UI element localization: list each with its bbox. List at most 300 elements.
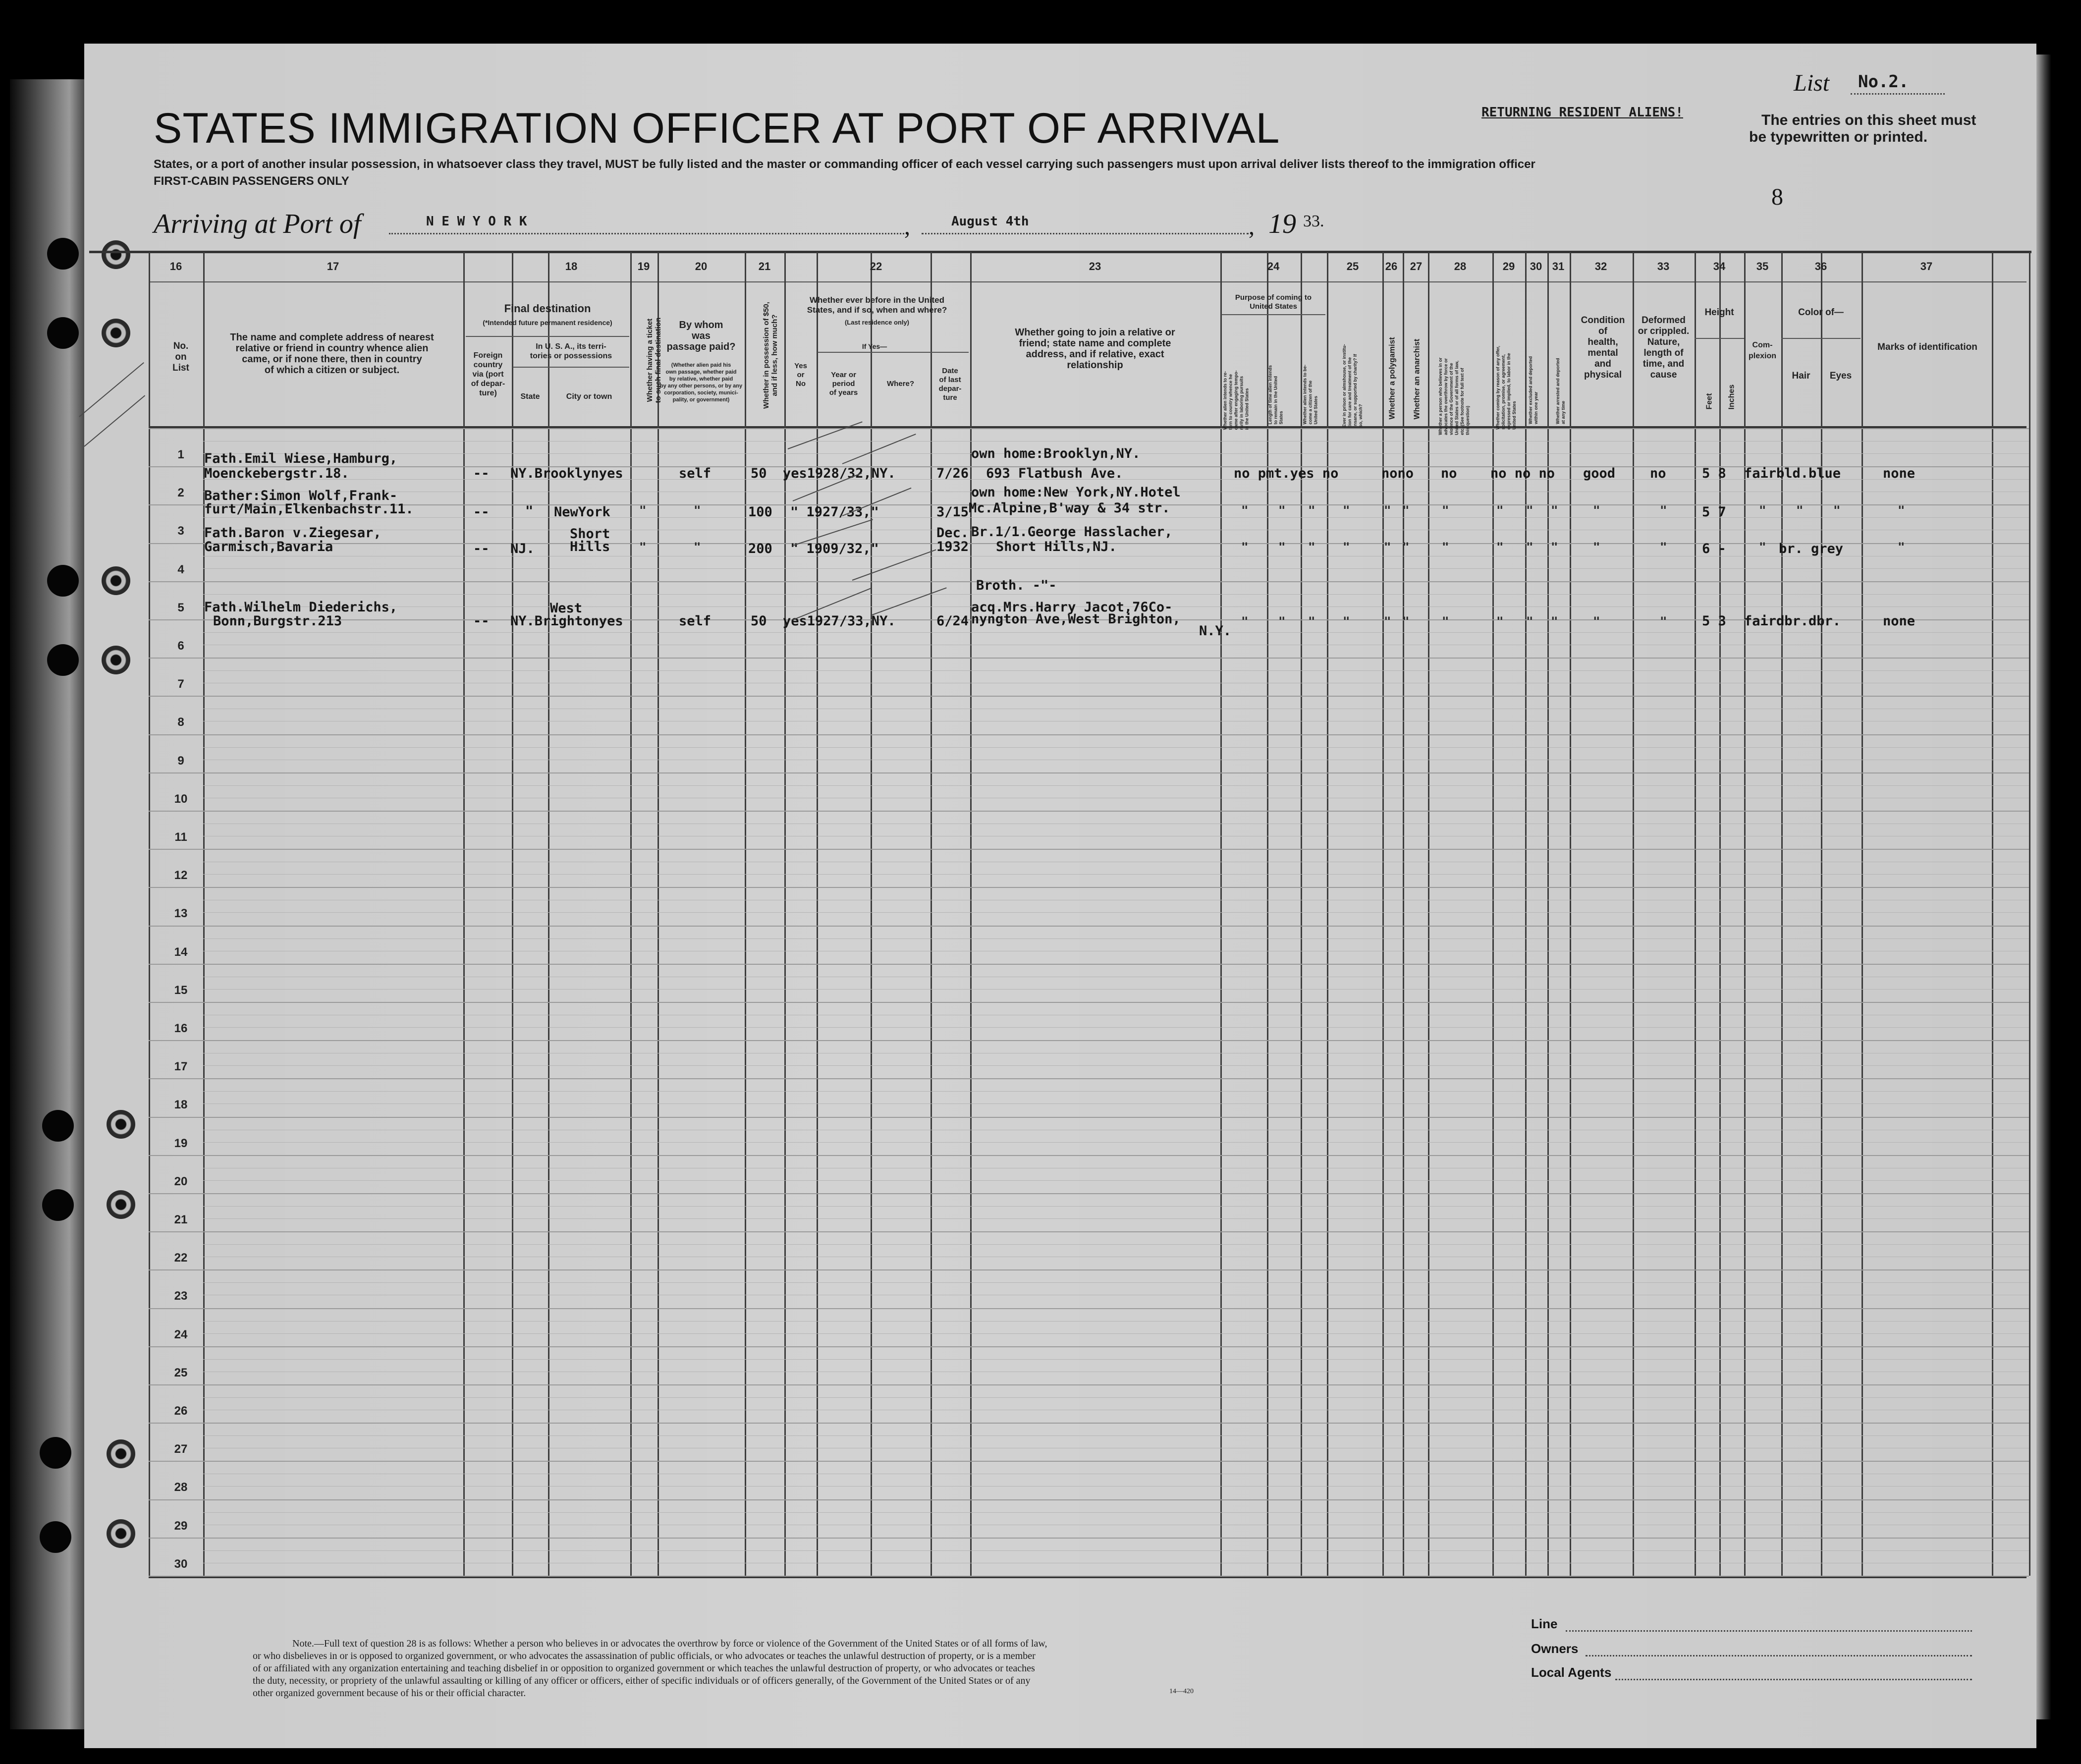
entry-5-city-top: West	[550, 601, 583, 616]
ditto-mark: "	[1343, 614, 1350, 628]
final-destination-rule	[466, 336, 629, 337]
entry-3-joining-line1: Br.1/1.George Hasslacher,	[971, 524, 1173, 540]
entry-3-city-line2: Hills	[570, 539, 610, 554]
header-no-on-list: No. on List	[172, 341, 189, 373]
column-rule	[149, 252, 150, 1576]
row-rule	[149, 926, 2029, 927]
entry-5-relative-line1: Fath.Wilhelm Diederichs,	[204, 600, 398, 615]
column-number: 19	[637, 260, 650, 273]
ditto-mark: "	[1308, 614, 1315, 628]
sub-row-rule	[203, 1091, 2029, 1092]
ditto-mark: "	[1442, 503, 1449, 517]
entry-3-state: NJ.	[510, 541, 535, 556]
list-number-line	[1851, 93, 1945, 95]
entry-1-relative-line1: Fath.Emil Wiese,Hamburg,	[204, 451, 398, 466]
height-rule	[1695, 338, 1744, 339]
column-number: 31	[1552, 260, 1565, 273]
column-number: 36	[1814, 260, 1827, 273]
sub-row-rule	[203, 1550, 2029, 1551]
header-overthrow: Whether a person who believes in or advocates the overthrow by force or violence of the Government of the United States or of all forms of law, etc. (See footnote for full text of this question)	[1438, 357, 1470, 435]
row-rule	[149, 1193, 2029, 1194]
row-number: 23	[174, 1289, 188, 1303]
column-rule	[1992, 252, 1993, 1576]
column-rule	[1781, 252, 1783, 1576]
sub-row-rule	[203, 1103, 2029, 1104]
entry-2-relative-line2: furt/Main,Elkenbachstr.11.	[204, 501, 414, 517]
header-purpose-return: Whether alien intends to re- turn to country whence he came after engaging tempo- rarily in laboring pursuits in the United States	[1222, 370, 1250, 430]
column-number: 17	[327, 260, 339, 273]
entry-1-paid-by: self	[679, 466, 712, 481]
line-label: Line	[1531, 1616, 1558, 1631]
row-number: 10	[174, 792, 188, 806]
sub-row-rule	[203, 568, 2029, 569]
sub-row-rule	[203, 1244, 2029, 1245]
row-number: 8	[177, 716, 184, 729]
header-color-of: Color of—	[1798, 307, 1844, 318]
ditto-mark: "	[1241, 503, 1249, 517]
entry-2-joining-line2: Mc.Alpine,B'way & 34 str.	[969, 500, 1170, 516]
row-rule	[149, 428, 2029, 429]
row-rule	[149, 1499, 2029, 1500]
ditto-mark: "	[1241, 614, 1249, 628]
row-rule	[149, 658, 2029, 659]
header-foreign-country: Foreign country via (port of depar- ture)	[471, 351, 505, 397]
form-number: 14—420	[1169, 1688, 1194, 1695]
entry-3-hair-eyes: br. grey	[1779, 541, 1844, 556]
column-rule	[1525, 252, 1527, 1576]
sub-row-rule	[203, 1206, 2029, 1207]
entry-2-state: "	[525, 503, 534, 519]
row-number: 18	[174, 1098, 188, 1111]
line-signature-field	[1566, 1630, 1972, 1632]
column-number: 20	[695, 260, 708, 273]
row-rule	[149, 1269, 2029, 1270]
row-rule	[149, 1308, 2029, 1309]
ditto-mark: "	[1278, 540, 1286, 554]
ditto-mark: "	[1759, 503, 1766, 517]
ditto-mark: "	[1384, 614, 1391, 628]
ditto-mark: "	[1278, 503, 1286, 517]
punch-hole	[47, 644, 79, 676]
sub-row-rule	[203, 1333, 2029, 1334]
port-line	[389, 233, 904, 234]
row-number: 2	[177, 486, 184, 499]
owners-label: Owners	[1531, 1641, 1579, 1656]
entry-1-purpose: no pmt.yes no	[1234, 466, 1339, 481]
ditto-mark: "	[1402, 540, 1410, 554]
entry-1-deformed: no	[1650, 466, 1666, 481]
entry-1-complexion-hair-eyes: fairbld.blue	[1744, 466, 1841, 481]
ditto-mark: "	[1343, 540, 1350, 554]
header-purpose: Purpose of coming to United States	[1235, 293, 1312, 311]
row-number: 22	[174, 1251, 188, 1265]
column-number: 18	[565, 260, 578, 273]
header-date-departure: Date of last depar- ture	[938, 367, 962, 402]
row-number: 3	[177, 524, 184, 538]
header-deported: Whether arrested and deported at any time	[1555, 358, 1566, 424]
header-by-whom-note: (Whether alien paid his own passage, whether paid by relative, whether paid by any other persons, or by any corporation, society, munici- pality, or government)	[659, 362, 743, 403]
ditto-mark: "	[1308, 503, 1315, 517]
ditto-mark: "	[1551, 614, 1558, 628]
eyelet-grommet	[107, 1439, 135, 1468]
row-rule	[149, 1576, 2029, 1577]
ditto-mark: "	[1278, 614, 1286, 628]
purpose-rule	[1221, 314, 1325, 315]
eyelet-grommet	[107, 1190, 135, 1219]
entry-3-relative-line1: Fath.Baron v.Ziegesar,	[204, 525, 382, 541]
column-rule	[871, 252, 872, 1576]
column-number: 37	[1920, 260, 1933, 273]
footnote-line4: the duty, necessity, or propriety of the unlawful assaulting or killing of any officer or officers, either of specific individuals or of officers generally, of the Government of the United States or of any	[253, 1675, 1031, 1686]
entry-3-joining-line2: Short Hills,NJ.	[996, 539, 1117, 554]
entry-2-before: " 1927/33,"	[790, 504, 879, 520]
entry-3-foreign: --	[473, 541, 490, 556]
header-yes-no: Yes or No	[794, 362, 807, 388]
column-number: 35	[1756, 260, 1769, 273]
header-fifty-dollars: Whether in possession of $50, and if less, how much?	[762, 302, 779, 409]
ditto-mark: "	[1384, 540, 1391, 554]
ditto-mark: "	[1343, 503, 1350, 517]
manifest-sheet	[84, 44, 2036, 1748]
arrival-date: August 4th	[951, 214, 1029, 229]
column-number: 21	[758, 260, 771, 273]
agents-signature-field	[1615, 1679, 1972, 1680]
sub-row-rule	[203, 912, 2029, 913]
column-number: 32	[1594, 260, 1607, 273]
footnote-line2: or who disbelieves in or is opposed to organized government, or who advocates the assassination of public officials, or who advocates or teaches the unlawful destruction of property, or is a member	[253, 1651, 1036, 1661]
column-number: 22	[870, 260, 882, 273]
sheet-edge-shadow	[2036, 55, 2051, 1719]
ditto-mark: "	[639, 503, 647, 517]
header-before-in-us: Whether ever before in the United States, and if so, when and where?	[807, 295, 947, 315]
punch-hole	[47, 238, 79, 270]
entry-1-foreign: --	[473, 466, 490, 481]
row-rule	[149, 1002, 2029, 1003]
entry-2-departure: 3/15	[936, 504, 969, 520]
column-rule	[784, 252, 786, 1576]
header-eyes: Eyes	[1829, 371, 1852, 381]
row-rule	[149, 1040, 2029, 1041]
column-rule	[1821, 339, 1822, 1576]
row-number: 20	[174, 1175, 188, 1188]
column-number: 28	[1454, 260, 1467, 273]
entry-3-departure-line1: Dec.	[936, 525, 969, 541]
sub-row-rule	[203, 632, 2029, 633]
row-rule	[149, 1461, 2029, 1462]
column-number: 24	[1267, 260, 1280, 273]
header-complexion: Com- plexion	[1748, 341, 1776, 360]
date-comma: ,	[1249, 214, 1255, 240]
in-usa-rule	[513, 367, 629, 368]
column-number: 29	[1502, 260, 1515, 273]
ditto-mark: "	[1526, 614, 1533, 628]
sub-row-rule	[203, 1142, 2029, 1143]
local-agents-label: Local Agents	[1531, 1665, 1612, 1680]
header-joining: Whether going to join a relative or friend; state name and complete address, and if relative, exact relationship	[1015, 327, 1175, 371]
header-inches: Inches	[1727, 384, 1736, 410]
column-rule	[2029, 252, 2030, 1576]
column-rule	[1403, 252, 1404, 1576]
entry-5-departure: 6/24	[936, 613, 969, 629]
entry-1-polygamist-anarchist: nono	[1381, 466, 1414, 481]
row-number: 21	[174, 1213, 188, 1226]
ditto-mark: "	[694, 540, 701, 554]
column-rule	[1547, 252, 1549, 1576]
ditto-mark: "	[1402, 614, 1410, 628]
column-rule	[817, 252, 818, 1576]
column-number: 30	[1530, 260, 1542, 273]
row-rule	[149, 1078, 2029, 1079]
column-number: 23	[1089, 260, 1101, 273]
row-number: 12	[174, 869, 188, 882]
list-number: No.2.	[1858, 72, 1909, 92]
header-relative: The name and complete address of nearest relative or friend in country whence alien came, or if none there, then in country of which a citizen or subject.	[230, 332, 434, 376]
header-city: City or town	[566, 392, 612, 401]
arriving-at-port-label: Arriving at Port of	[154, 209, 361, 239]
header-where: Where?	[886, 380, 914, 388]
ditto-mark: "	[1593, 540, 1600, 554]
column-rule	[1327, 252, 1328, 1576]
column-rule	[1719, 252, 1721, 1576]
eyelet-grommet	[102, 319, 130, 347]
entry-1-departure: 7/26	[936, 466, 969, 481]
ditto-mark: "	[1526, 503, 1533, 517]
ditto-mark: "	[1442, 614, 1449, 628]
column-rule	[1695, 252, 1696, 1576]
eyelet-grommet	[102, 566, 130, 595]
header-prison: Ever in prison or almshouse, or institu- tion for care and treatment of the insane, or supported by charity? If so, which?	[1342, 344, 1363, 427]
port-comma: ,	[904, 214, 910, 240]
entry-5-height: 5 3	[1702, 613, 1726, 629]
column-rule	[1744, 252, 1746, 1576]
port-name: N E W Y O R K	[426, 214, 527, 229]
row-number: 4	[177, 563, 184, 576]
column-number: 33	[1657, 260, 1670, 273]
ditto-mark: "	[1551, 540, 1558, 554]
sub-row-rule	[203, 785, 2029, 786]
first-cabin-label: FIRST-CABIN PASSENGERS ONLY	[154, 174, 349, 188]
row-rule	[149, 887, 2029, 888]
page-title: STATES IMMIGRATION OFFICER AT PORT OF ARRIVAL	[154, 105, 1280, 152]
row-number: 27	[174, 1442, 188, 1456]
row-rule	[149, 811, 2029, 812]
row-number: 15	[174, 984, 188, 997]
column-rule	[1570, 252, 1571, 1576]
sub-row-rule	[203, 747, 2029, 748]
entry-1-money: 50	[751, 466, 767, 481]
entry-1-overthrow: no	[1441, 466, 1457, 481]
sub-row-rule	[203, 1282, 2029, 1283]
ditto-mark: "	[1796, 503, 1804, 517]
entry-1-relative-line2: Moenckebergstr.18.	[204, 466, 349, 481]
sub-row-rule	[203, 670, 2029, 671]
list-label: List	[1794, 70, 1830, 96]
ditto-mark: "	[1593, 503, 1600, 517]
table-top-rule	[89, 251, 2031, 253]
entry-5-marks: none	[1883, 613, 1916, 629]
sub-row-rule	[203, 938, 2029, 939]
punch-hole	[47, 565, 79, 597]
row-number: 5	[177, 601, 184, 614]
typewritten-note-2: be typewritten or printed.	[1749, 129, 1928, 145]
entry-1-height: 5 8	[1702, 466, 1726, 481]
header-hair: Hair	[1792, 371, 1810, 381]
header-purpose-citizen: Whether alien intends to be- come a citizen of the United States	[1302, 364, 1318, 425]
entry-5-state-city: NY.Brightonyes	[510, 613, 623, 629]
header-health: Condition of health, mental and physical	[1581, 315, 1625, 380]
eyelet-grommet	[102, 240, 130, 269]
column-rule	[512, 252, 513, 1576]
row-number: 16	[174, 1022, 188, 1035]
column-rule	[1220, 252, 1222, 1576]
header-height: Height	[1704, 307, 1734, 318]
eyelet-grommet	[107, 1519, 135, 1548]
sub-row-rule	[203, 874, 2029, 875]
entry-5-joining-line1: acq.Mrs.Harry Jacot,76Co-	[971, 600, 1173, 615]
header-ticket: Whether having a ticket to such final destination	[646, 317, 662, 403]
owners-signature-field	[1586, 1655, 1972, 1656]
entry-5-joining-line3: N.Y.	[1199, 623, 1232, 639]
row-rule	[149, 1423, 2029, 1424]
entry-5-foreign: --	[473, 613, 490, 629]
column-rule	[548, 252, 549, 1576]
returning-resident-aliens-stamp: RETURNING RESIDENT ALIENS!	[1481, 105, 1683, 120]
column-rule	[203, 252, 205, 1576]
entry-5-paid-by: self	[679, 613, 712, 629]
row-number: 11	[174, 830, 187, 844]
ditto-mark: "	[694, 503, 701, 517]
row-number: 26	[174, 1404, 188, 1418]
sub-row-rule	[203, 1359, 2029, 1360]
entry-1-health: good	[1583, 466, 1616, 481]
column-number: 25	[1346, 260, 1359, 273]
row-rule	[149, 1231, 2029, 1232]
row-number: 9	[177, 754, 184, 768]
entry-2-money: 100	[748, 504, 772, 520]
ditto-mark: "	[1660, 503, 1667, 517]
row-number: 14	[174, 945, 188, 959]
ditto-mark: "	[1496, 503, 1504, 517]
column-number: 26	[1385, 260, 1398, 273]
row-rule	[149, 1384, 2029, 1385]
ditto-mark: "	[1384, 503, 1391, 517]
ditto-mark: "	[1551, 503, 1558, 517]
row-number: 19	[174, 1137, 188, 1150]
entry-3-departure-line2: 1932	[936, 539, 969, 554]
ditto-mark: "	[1496, 540, 1504, 554]
typewritten-note-1: The entries on this sheet must	[1761, 112, 1976, 128]
column-number: 16	[169, 260, 182, 273]
ditto-mark: "	[1593, 614, 1600, 628]
row-number: 29	[174, 1519, 188, 1533]
sub-row-rule	[203, 1512, 2029, 1513]
entry-1-before: yes1928/32,NY.	[783, 466, 896, 481]
page-subtitle: States, or a port of another insular possession, in whatsoever class they travel, MUST be fully listed and the master or commanding officer of each vessel carrying such passengers must upon arrival deliver lists thereof to the immigration officer	[154, 158, 1535, 171]
sub-row-rule	[203, 1065, 2029, 1066]
column-number: 27	[1410, 260, 1423, 273]
column-rule	[1862, 252, 1863, 1576]
entry-1-marks: none	[1883, 466, 1916, 481]
sub-row-rule	[203, 1486, 2029, 1487]
entry-3-height: 6 -	[1702, 541, 1726, 556]
sub-row-rule	[203, 989, 2029, 990]
column-rule	[1428, 252, 1429, 1576]
entry-2-height: 5 7	[1702, 504, 1726, 520]
column-rule	[1382, 252, 1384, 1576]
row-rule	[149, 1117, 2029, 1118]
punch-hole	[47, 317, 79, 349]
sub-row-rule	[203, 1321, 2029, 1322]
header-purpose-length: Length of time alien intends to remain in the United States	[1267, 365, 1284, 425]
footnote-line3: of or affiliated with any organization entertaining and teaching disbelief in or opposition to organized government or which teaches the unlawful destruction of property, or who advocates or teaches	[253, 1663, 1035, 1674]
footnote-line1: Note.—Full text of question 28 is as follows: Whether a person who believes in or advocates the overthrow by force or violence of the Government of the United States or of all forms of law,	[292, 1638, 1047, 1649]
punch-hole	[42, 1110, 74, 1142]
header-by-whom: By whom was passage paid?	[666, 320, 736, 352]
row-rule	[149, 1346, 2029, 1347]
sub-row-rule	[203, 1435, 2029, 1436]
column-rule	[931, 252, 932, 1576]
punch-hole	[42, 1189, 74, 1221]
entry-5-complexion-hair-eyes: fairdbr.dbr.	[1744, 613, 1841, 629]
row-rule	[149, 1538, 2029, 1539]
entry-1-state-city: NY.Brooklynyes	[510, 466, 623, 481]
column-rule	[463, 252, 465, 1576]
row-number: 28	[174, 1481, 188, 1494]
ditto-mark: "	[1833, 503, 1841, 517]
header-polygamist: Whether a polygamist	[1388, 337, 1397, 420]
header-contract-labor: Whether coming by reason of any offer, solicitation, promise, or agreement, expressed or implied, to labor in the United States	[1495, 345, 1517, 430]
entry-5-relative-line2: Bonn,Burgstr.213	[213, 613, 342, 629]
punch-hole	[40, 1521, 71, 1553]
entry-3-relative-line2: Garmisch,Bavaria	[204, 539, 333, 554]
column-number: 34	[1713, 260, 1726, 273]
sub-row-rule	[203, 1397, 2029, 1398]
column-rule	[1301, 252, 1302, 1576]
entry-1-joining-line2: 693 Flatbush Ave.	[986, 466, 1123, 481]
header-feet: Feet	[1705, 393, 1714, 410]
column-rule	[657, 252, 659, 1576]
row-rule	[149, 849, 2029, 850]
ditto-mark: "	[1402, 503, 1410, 517]
header-anarchist: Whether an anarchist	[1413, 338, 1422, 420]
header-in-usa: In U. S. A., its terri- tories or possessions	[530, 342, 612, 360]
sub-row-rule	[203, 1218, 2029, 1219]
entry-5-before: yes1927/33,NY.	[783, 613, 896, 629]
header-if-yes: If Yes—	[862, 342, 887, 350]
sub-row-rule	[203, 594, 2029, 595]
ditto-mark: "	[1898, 503, 1905, 517]
entry-5-joining-line2: nyngton Ave,West Brighton,	[971, 611, 1181, 627]
ditto-mark: "	[639, 540, 647, 554]
header-final-destination: Final destination	[504, 302, 591, 315]
entry-2-relative-line1: Bather:Simon Wolf,Frank-	[204, 488, 398, 503]
date-line	[922, 233, 1249, 234]
row-number: 1	[177, 448, 184, 461]
column-rule	[1267, 252, 1268, 1576]
column-rule	[630, 252, 632, 1576]
row-rule	[149, 696, 2029, 697]
footnote-line5: other organized government because of his or their official character.	[253, 1688, 526, 1699]
entry-3-city-line1: Short	[570, 526, 610, 542]
row-rule	[149, 1155, 2029, 1156]
ditto-mark: "	[1526, 540, 1533, 554]
column-rule	[1633, 252, 1634, 1576]
header-year-period: Year or period of years	[829, 371, 858, 397]
year-prefix: 19	[1268, 209, 1296, 239]
entry-3-before: " 1909/32,"	[790, 541, 879, 556]
sub-row-rule	[203, 1180, 2029, 1181]
row-rule	[149, 772, 2029, 773]
